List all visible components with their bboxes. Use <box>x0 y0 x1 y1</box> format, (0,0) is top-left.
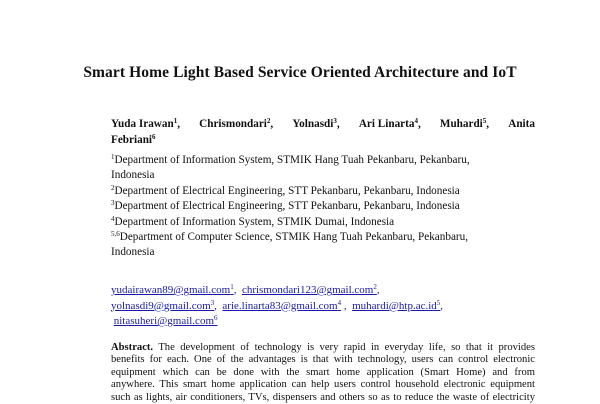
affiliation-continuation: Indonesia <box>111 246 155 259</box>
author: Anita <box>508 118 535 130</box>
email-link[interactable]: nitasuheri@gmail.com$^6$ <box>113 314 218 327</box>
email-list: yudairawan89@gmail.com$^1$, chrismondari123@gmail.com$^2$, yolnasdi9@gmail.com$^3$, arie.linarta83@gmail.com$^4$ , $muhardi@htp.ac.id^5$, nitasuheri@gmail.com$^6$ <box>111 283 444 327</box>
affiliation-list <box>111 153 535 261</box>
author: Febriani$^6$ <box>111 133 156 146</box>
paper-title: Smart Home Light Based Service Oriented Architecture and IoT <box>83 64 517 81</box>
affiliation: $^3$Department of Electrical Engineering, STT Pekanbaru, Pekanbaru, Indonesia <box>111 199 460 213</box>
email-link[interactable]: arie.linarta83@gmail.com$^4$ <box>222 298 342 312</box>
affiliation: $^{5,6}$Department of Computer Science, STMIK Hang Tuah Pekanbaru, Pekanbaru, <box>111 230 469 244</box>
author: Chrismondari$^2$, <box>199 117 274 130</box>
abstract-line: benefits for each. One of the advantages is that with technology, users can control electronic <box>111 354 535 366</box>
email-link[interactable]: yudairawan89@gmail.com$^1$ <box>111 283 234 296</box>
author: Yuda Irawan$^1$, <box>111 117 180 130</box>
affiliation: $^1$Department of Information System, STMIK Hang Tuah Pekanbaru, Pekanbaru, <box>111 153 470 166</box>
abstract-line: Abstract. The development of technology is very rapid in everyday life, so that it provides <box>111 342 535 353</box>
email-link[interactable]: chrismondari123@gmail.com$^2$ <box>241 283 377 296</box>
abstract <box>111 342 535 404</box>
abstract-line: equipment which can be done with the smart home application (Smart Home) and from <box>111 366 535 378</box>
email-link[interactable]: $muhardi@htp.ac.id^5$ <box>352 298 441 312</box>
abstract-line: anywhere. This smart home application can help users control household electronic equipment <box>111 379 535 391</box>
affiliation: $^2$Department of Electrical Engineering, STT Pekanbaru, Pekanbaru, Indonesia <box>111 183 460 197</box>
abstract-label: Abstract. <box>111 342 154 353</box>
abstract-line: such as lights, air conditioners, TVs, dispensers and others so as to reduce the waste of electricity <box>111 391 535 403</box>
author-list <box>111 116 535 148</box>
author: Yolnasdi$^3$, <box>292 117 340 130</box>
author: Ari Linarta$^4$, <box>358 117 421 130</box>
email-link[interactable]: yolnasdi9@gmail.com$^3$ <box>111 298 215 312</box>
affiliation-continuation: Indonesia <box>111 169 155 182</box>
affiliation: $^4$Department of Information System, STMIK Dumai, Indonesia <box>111 214 395 228</box>
author: Muhardi$^5$, <box>439 117 490 130</box>
